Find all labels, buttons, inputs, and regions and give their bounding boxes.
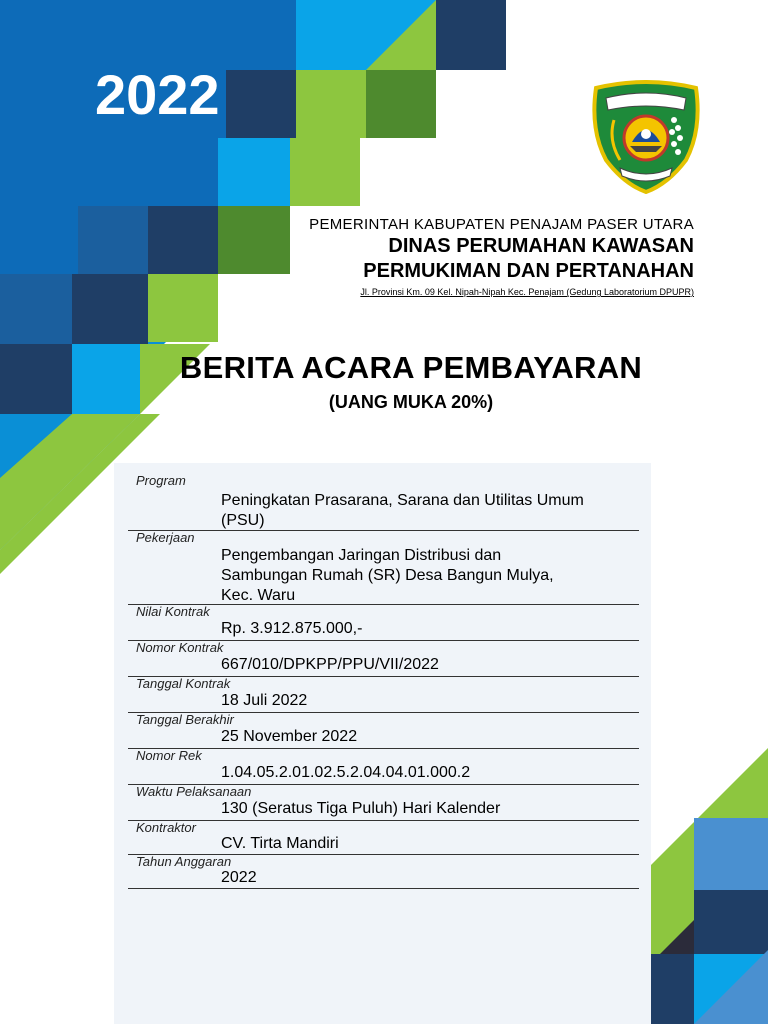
field-program <box>128 473 639 531</box>
decor-tile <box>436 0 506 70</box>
field-value: 2022 <box>221 869 257 886</box>
field-value: 1.04.05.2.01.02.5.2.04.04.01.000.2 <box>221 764 471 781</box>
department-name-line1: DINAS PERUMAHAN KAWASAN <box>388 235 694 257</box>
field-value: CV. Tirta Mandiri <box>221 835 339 852</box>
field-pekerjaan <box>128 530 639 605</box>
office-address: Jl. Provinsi Km. 09 Kel. Nipah-Nipah Kec. Penajam (Gedung Laboratorium DPUPR) <box>360 287 694 297</box>
contract-details-panel <box>114 463 651 1024</box>
field-label: Kontraktor <box>136 820 196 835</box>
decor-tile <box>226 70 296 138</box>
decor-tile <box>366 70 436 138</box>
decor-tile <box>72 274 148 344</box>
document-title: BERITA ACARA PEMBAYARAN <box>179 350 643 385</box>
field-label: Tahun Anggaran <box>136 854 232 869</box>
decor-tile <box>694 818 768 890</box>
field-value: 130 (Seratus Tiga Puluh) Hari Kalender <box>221 800 501 817</box>
decor-tile <box>148 206 218 274</box>
field-value: 667/010/DPKPP/PPU/VII/2022 <box>221 656 439 673</box>
field-label: Nilai Kontrak <box>136 604 210 619</box>
decor-tile <box>218 206 290 274</box>
government-name: PEMERINTAH KABUPATEN PENAJAM PASER UTARA <box>309 216 694 233</box>
field-tanggal-berakhir <box>128 712 639 749</box>
decor-tile <box>148 274 218 342</box>
department-name-line2: PERMUKIMAN DAN PERTANAHAN <box>363 260 694 282</box>
field-value: 25 November 2022 <box>221 728 358 745</box>
year-label: 2022 <box>95 63 220 126</box>
decor-tile <box>296 70 366 138</box>
document-title-block <box>0 350 768 413</box>
field-label: Pekerjaan <box>136 530 195 545</box>
field-waktu-pelaksanaan <box>128 784 639 821</box>
decor-tile <box>694 890 768 954</box>
regency-emblem-icon <box>586 80 706 194</box>
field-nomor-kontrak <box>128 640 639 677</box>
decor-tile <box>78 206 148 274</box>
header-block <box>309 216 694 298</box>
decor-tile <box>218 138 290 206</box>
field-tanggal-kontrak <box>128 676 639 713</box>
field-value: Peningkatan Prasarana, Sarana dan Utilitas Umum (PSU) <box>221 492 584 529</box>
field-tahun-anggaran <box>128 854 639 889</box>
field-label: Tanggal Berakhir <box>136 712 234 727</box>
field-nilai-kontrak <box>128 604 639 641</box>
field-value: Rp. 3.912.875.000,- <box>221 620 363 637</box>
field-label: Waktu Pelaksanaan <box>136 784 252 799</box>
field-value: Pengembangan Jaringan Distribusi dan Sambungan Rumah (SR) Desa Bangun Mulya, Kec. Waru <box>221 547 554 604</box>
field-label: Nomor Rek <box>136 748 202 763</box>
field-label: Tanggal Kontrak <box>136 676 231 691</box>
document-subtitle: (UANG MUKA 20%) <box>328 392 494 412</box>
decor-tile <box>296 0 366 70</box>
decor-tile <box>290 138 360 206</box>
field-kontraktor <box>128 820 639 855</box>
field-nomor-rek <box>128 748 639 785</box>
decor-tile <box>0 274 72 344</box>
field-label: Program <box>136 473 186 488</box>
field-label: Nomor Kontrak <box>136 640 224 655</box>
field-value: 18 Juli 2022 <box>221 692 308 709</box>
